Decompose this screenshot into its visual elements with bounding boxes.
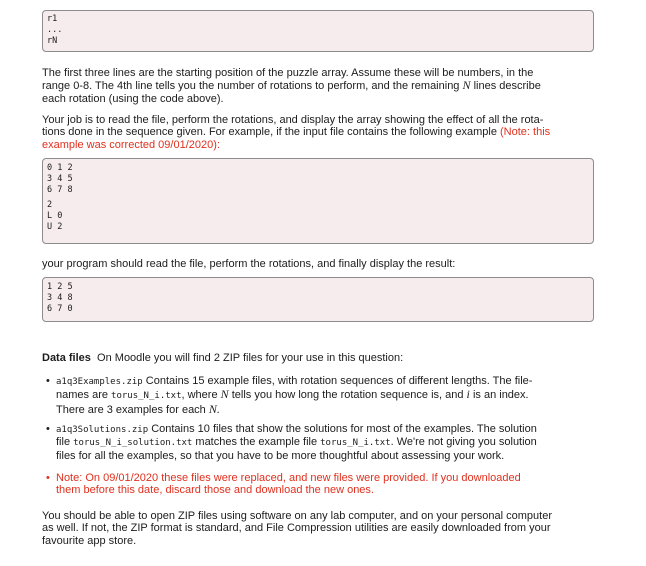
code-line: r1 [47,14,58,24]
code-block-format [42,10,594,52]
section-text: On Moodle you will find 2 ZIP files for your use in this question: [97,352,404,364]
file-name: torus_N_i.txt [320,438,391,449]
paragraph-input-format [42,67,598,105]
text-line: each rotation (using the code above). [42,92,224,105]
code-line: 3 4 5 [47,174,73,185]
text-line: files for all the examples, so that you have to be more thoughtful about assessing your work. [56,449,505,462]
text-line: names are torus_N_i.txt, where N tells you how long the rotation sequence is, and i is an index. [56,387,529,402]
correction-note: (Note: this [500,126,551,139]
code-line: 3 4 8 [47,293,73,304]
list-item-solutions-zip [46,423,596,462]
text-line: Your job is to read the file, perform the rotations, and display the array showing the effect of all the rota- [42,114,544,126]
text-line: Note: On 09/01/2020 these files were replaced, and new files were provided. If you downloaded [56,472,521,484]
paragraph-result-intro [42,258,598,270]
text-line: The first three lines are the starting position of the puzzle array. Assume these will be numbers, in the [42,67,534,79]
paragraph-task [42,114,598,151]
code-line: 0 1 2 [47,163,73,173]
text-line: You should be able to open ZIP files using software on any lab computer, and on your personal computer [42,510,552,522]
text-line: There are 3 examples for each N. [56,401,220,416]
code-line: 6 7 0 [47,304,73,315]
code-line: rN [47,36,58,47]
text-line: favourite app store. [42,534,137,547]
text-line: as well. If not, the ZIP format is standard, and File Compression utilities are easily downloaded from your [42,522,551,535]
text-line: range 0-8. The 4th line tells you the number of rotations to perform, and the remaining N lines describe [42,78,541,93]
list-item-examples-zip [46,375,596,416]
code-line: U 2 [47,221,63,232]
text-line: a1q3Solutions.zip Contains 10 files that show the solutions for most of the examples. The solution [56,423,537,435]
text-line: your program should read the file, perform the rotations, and finally display the result: [42,258,456,270]
list-item-replacement-note [46,472,596,497]
code-line: L 0 [47,210,63,221]
section-heading: Data files [42,352,91,364]
text-line: a1q3Examples.zip Contains 15 example files, with rotation sequences of different lengths. The file- [56,375,533,387]
paragraph-zip-help [42,510,598,547]
file-name: a1q3Solutions.zip [56,425,149,435]
text-line: tions done in the sequence given. For example, if the input file contains the following example (Note: this [42,126,551,139]
bullet-icon: • [46,472,50,484]
file-name: a1q3Examples.zip [56,377,143,387]
text-line: file torus_N_i_solution.txt matches the example file torus_N_i.txt. We're not giving you solution [56,436,537,449]
code-block-example-input [42,158,594,244]
code-line: 2 [47,199,53,210]
text-line: them before this date, discard those and download the new ones. [56,484,374,497]
file-name: torus_N_i_solution.txt [73,438,193,449]
file-name: torus_N_i.txt [111,391,182,402]
code-line: 1 2 5 [47,282,73,292]
code-line: ... [47,25,63,36]
code-line: 6 7 8 [47,185,73,196]
bullet-icon: • [46,375,50,387]
correction-note: example was corrected 09/01/2020): [42,138,220,151]
bullet-icon: • [46,423,50,435]
code-block-example-output [42,277,594,322]
data-files-section [42,352,598,364]
